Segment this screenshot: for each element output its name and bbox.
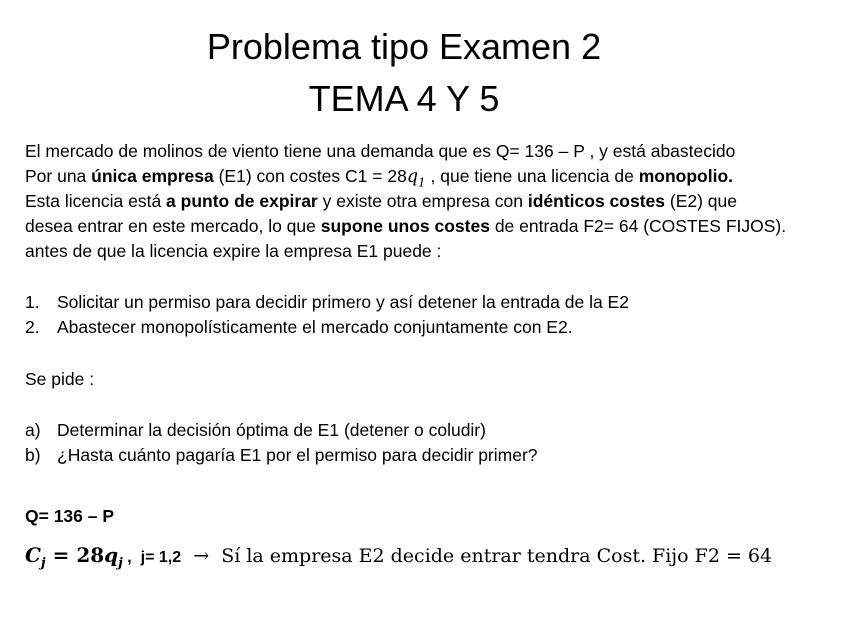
cost-formula: $C_j = 28q_j$ , j= 1,2 → Sí la empresa E2 decide entrar tendra Cost. Fijo F2 = 64 [25, 543, 773, 571]
title-line-2: TEMA 4 Y 5 [308, 78, 500, 119]
demand-equation: Q= 136 – P [25, 506, 115, 526]
option-2: 2. Abastecer monopolísticamente el mercado conjuntamente con E2. [25, 317, 573, 337]
question-a: a) Determinar la decisión óptima de E1 (detener o coludir) [25, 420, 486, 440]
paragraph-line-4: desea entrar en este mercado, lo que supone unos costes de entrada F2= 64 (COSTES FIJOS). [25, 216, 787, 236]
option-1: 1. Solicitar un permiso para decidir primero y así detener la entrada de la E2 [25, 292, 629, 312]
paragraph-line-3: Esta licencia está a punto de expirar y existe otra empresa con idénticos costes (E2) que [25, 191, 737, 211]
arrow-icon: → [181, 545, 222, 567]
paragraph-line-2: Por una única empresa (E1) con costes $C1 = 28q_1$ , que tiene una licencia de monopolio. [25, 166, 734, 190]
title-line-1: Problema tipo Examen 2 [206, 26, 602, 67]
paragraph-line-5: antes de que la licencia expire la empresa E1 puede : [25, 241, 442, 261]
paragraph-line-1: El mercado de molinos de viento tiene una demanda que es Q= 136 – P , y está abastecido [25, 141, 736, 161]
question-b: b) ¿Hasta cuánto pagaría E1 por el permiso para decidir primer? [25, 445, 538, 465]
se-pide-label: Se pide : [25, 369, 95, 389]
